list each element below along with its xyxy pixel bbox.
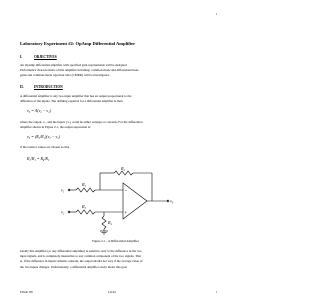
text-line: amplifier shown in Figure 2-1, the output expression is: — [20, 125, 91, 130]
intro-paragraph — [20, 94, 216, 104]
resistor-r3 — [76, 210, 95, 214]
label-r2: R₂ — [121, 166, 126, 171]
footer-page-number: 1 — [215, 291, 217, 294]
label-r1: R₁ — [82, 182, 87, 187]
label-v1: v₁ — [61, 187, 65, 193]
section-label: OBJECTIVES — [34, 55, 57, 59]
label-r4: R₄ — [108, 220, 113, 225]
text-line: if the resistor values are chosen so that — [20, 145, 70, 149]
footer-course: ENGR 138 — [20, 291, 33, 294]
section-heading-objectives — [20, 55, 57, 59]
text-line: Performance characteristics of this amplifier including: common-mode and differential mode — [20, 68, 139, 73]
differential-amplifier-circuit — [60, 166, 180, 236]
inverting-input-sign: − — [124, 188, 128, 193]
text-line: the two inputs changes. Unfortunately, a differential amplifier rarely meets this goal — [20, 264, 127, 269]
text-line: gains and common-mode rejection ratio (CMRR) will be investigated. — [20, 73, 110, 78]
equation-3: R₂/R₁ = R₄/R₃ — [27, 156, 50, 161]
label-vo: v₀ — [170, 198, 174, 204]
closing-paragraph — [20, 249, 216, 270]
section-number: I. — [20, 55, 23, 59]
text-line: An OpAmp differential amplifier with specified gain requirements will be designed. — [20, 63, 128, 67]
label-v2: v₂ — [61, 209, 65, 215]
equation-1: v₀ = A(v₂ − v₁) — [27, 108, 51, 113]
text-line: Ideally this amplifier (or any differential amplifier) is sensitive only to the difference in the two — [20, 249, 142, 253]
noninverting-input-sign: + — [124, 210, 128, 215]
objectives-paragraph — [20, 63, 216, 79]
document-title: Laboratory Experiment #2: OpAmp Differential Amplifier — [20, 41, 136, 46]
section-number: II. — [20, 85, 24, 89]
text-line: where the output, v₀, and the inputs {vᵢ} could be either voltages or currents. For the differential — [20, 120, 143, 124]
text-line: input signals, and is completely insensitive to any common component of the two signals. That — [20, 254, 142, 259]
text-line: A differential amplifier is any two-input amplifier that has an output proportional to the — [20, 94, 132, 98]
section-label: INTRODUCTION — [34, 85, 63, 89]
after-equation-1-paragraph — [20, 120, 216, 130]
condition-text — [20, 145, 216, 150]
footer-lab: Lab #2 — [108, 291, 116, 294]
page-number: 1 — [215, 12, 217, 16]
resistor-r4 — [102, 216, 106, 229]
equation-2: v₀ = (R₂/R₁)(v₂ − v₁) — [27, 134, 61, 139]
figure-caption: Figure 2-1 - A Differential Amplifier — [92, 239, 139, 243]
resistor-r1 — [76, 188, 95, 192]
section-heading-introduction — [20, 85, 63, 89]
text-line: difference of the inputs. The defining equation for a differential amplifier is then — [20, 99, 123, 104]
resistor-r2 — [114, 171, 133, 175]
label-r3: R₃ — [82, 204, 87, 209]
ground-icon — [100, 231, 108, 234]
text-line: is, if the difference in inputs remains constant, the output should not vary if the average value of — [20, 259, 143, 264]
